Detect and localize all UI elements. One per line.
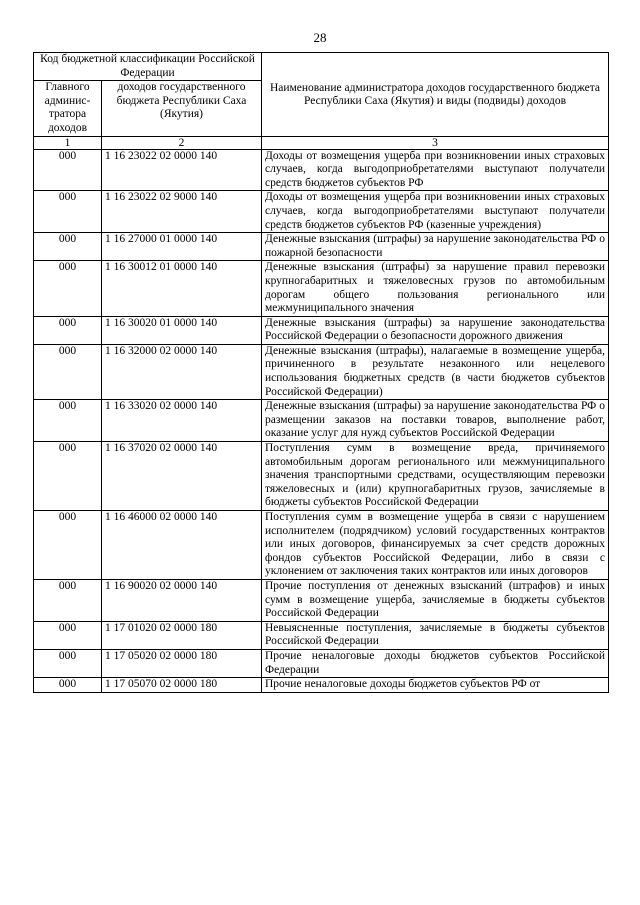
income-code-cell: 1 16 30012 01 0000 140: [102, 261, 262, 316]
admin-code-cell: 000: [34, 149, 102, 191]
admin-code-cell: 000: [34, 621, 102, 649]
income-name-cell: Денежные взыскания (штрафы) за нарушение правил перевозки крупногабаритных и тяжеловесных грузов по автомобильным дорогам общего пользования регионального или межмуниципального значения: [262, 261, 609, 316]
income-code-cell: 1 17 01020 02 0000 180: [102, 621, 262, 649]
header-income-column: доходов государственного бюджета Республики Саха (Якутия): [102, 81, 262, 136]
table-body: [34, 149, 609, 692]
admin-code-cell: 000: [34, 579, 102, 621]
income-code-cell: 1 16 27000 01 0000 140: [102, 233, 262, 261]
table-row: [34, 579, 609, 621]
header-number-row: [34, 136, 609, 149]
table-row: [34, 678, 609, 693]
budget-classification-table: [33, 52, 609, 693]
income-name-cell: Денежные взыскания (штрафы) за нарушение законодательства Российской Федерации о безопасности дорожного движения: [262, 316, 609, 344]
income-name-cell: Доходы от возмещения ущерба при возникновении иных страховых случаев, когда выгодоприобретателями выступают получатели средств бюджетов субъектов РФ: [262, 149, 609, 191]
header-code-group: Код бюджетной классификации Российской Федерации: [34, 53, 262, 81]
income-name-cell: Денежные взыскания (штрафы), налагаемые в возмещение ущерба, причиненного в результате незаконного или нецелевого использования бюджетных средств (в части бюджетов субъектов Российской Федерации): [262, 344, 609, 399]
column-number-3: 3: [262, 136, 609, 149]
income-code-cell: 1 16 90020 02 0000 140: [102, 579, 262, 621]
column-number-2: 2: [102, 136, 262, 149]
table-row: [34, 400, 609, 442]
table-row: [34, 442, 609, 511]
admin-code-cell: 000: [34, 316, 102, 344]
table-row: [34, 511, 609, 580]
income-code-cell: 1 16 46000 02 0000 140: [102, 511, 262, 580]
income-name-cell: Прочие неналоговые доходы бюджетов субъектов РФ от: [262, 678, 609, 693]
column-number-1: 1: [34, 136, 102, 149]
income-code-cell: 1 16 30020 01 0000 140: [102, 316, 262, 344]
income-name-cell: Доходы от возмещения ущерба при возникновении иных страховых случаев, когда выгодоприобретателями выступают получатели средств бюджетов субъектов РФ (казенные учреждения): [262, 191, 609, 233]
table-row: [34, 649, 609, 677]
income-name-cell: Денежные взыскания (штрафы) за нарушение законодательства РФ о пожарной безопасности: [262, 233, 609, 261]
table-row: [34, 621, 609, 649]
admin-code-cell: 000: [34, 678, 102, 693]
page-number: 28: [313, 30, 327, 45]
header-row-top: [34, 53, 609, 81]
admin-code-cell: 000: [34, 649, 102, 677]
income-code-cell: 1 16 37020 02 0000 140: [102, 442, 262, 511]
header-name-column: Наименование администратора доходов государственного бюджета Республики Саха (Якутия) и виды (подвиды) доходов: [262, 53, 609, 137]
income-name-cell: Поступления сумм в возмещение ущерба в связи с нарушением исполнителем (подрядчиком) условий государственных контрактов или иных договоров, финансируемых за счет средств дорожных фондов субъектов Российской Федерации, либо в связи с уклонением от заключения таких контрактов или иных договоров: [262, 511, 609, 580]
income-code-cell: 1 16 33020 02 0000 140: [102, 400, 262, 442]
table-row: [34, 316, 609, 344]
income-name-cell: Прочие поступления от денежных взысканий (штрафов) и иных сумм в возмещение ущерба, зачисляемые в бюджеты субъектов Российской Федерации: [262, 579, 609, 621]
admin-code-cell: 000: [34, 233, 102, 261]
admin-code-cell: 000: [34, 191, 102, 233]
income-code-cell: 1 16 23022 02 0000 140: [102, 149, 262, 191]
admin-code-cell: 000: [34, 261, 102, 316]
income-code-cell: 1 17 05070 02 0000 180: [102, 678, 262, 693]
income-code-cell: 1 17 05020 02 0000 180: [102, 649, 262, 677]
income-name-cell: Поступления сумм в возмещение вреда, причиняемого автомобильным дорогам регионального или межмуниципального значения транспортными средствами, осуществляющим перевозки тяжеловесных и (или) крупногабаритных грузов, зачисляемые в бюджеты субъектов Российской Федерации: [262, 442, 609, 511]
table-row: [34, 344, 609, 399]
income-code-cell: 1 16 32000 02 0000 140: [102, 344, 262, 399]
income-code-cell: 1 16 23022 02 9000 140: [102, 191, 262, 233]
table-row: [34, 261, 609, 316]
admin-code-cell: 000: [34, 344, 102, 399]
table-row: [34, 149, 609, 191]
income-name-cell: Невыясненные поступления, зачисляемые в бюджеты субъектов Российской Федерации: [262, 621, 609, 649]
admin-code-cell: 000: [34, 511, 102, 580]
table-row: [34, 191, 609, 233]
income-name-cell: Денежные взыскания (штрафы) за нарушение законодательства РФ о размещении заказов на поставки товаров, выполнение работ, оказание услуг для нужд субъектов Российской Федерации: [262, 400, 609, 442]
header-admin-column: Главного админис-тратора доходов: [34, 81, 102, 136]
admin-code-cell: 000: [34, 400, 102, 442]
admin-code-cell: 000: [34, 442, 102, 511]
table-row: [34, 233, 609, 261]
income-name-cell: Прочие неналоговые доходы бюджетов субъектов Российской Федерации: [262, 649, 609, 677]
